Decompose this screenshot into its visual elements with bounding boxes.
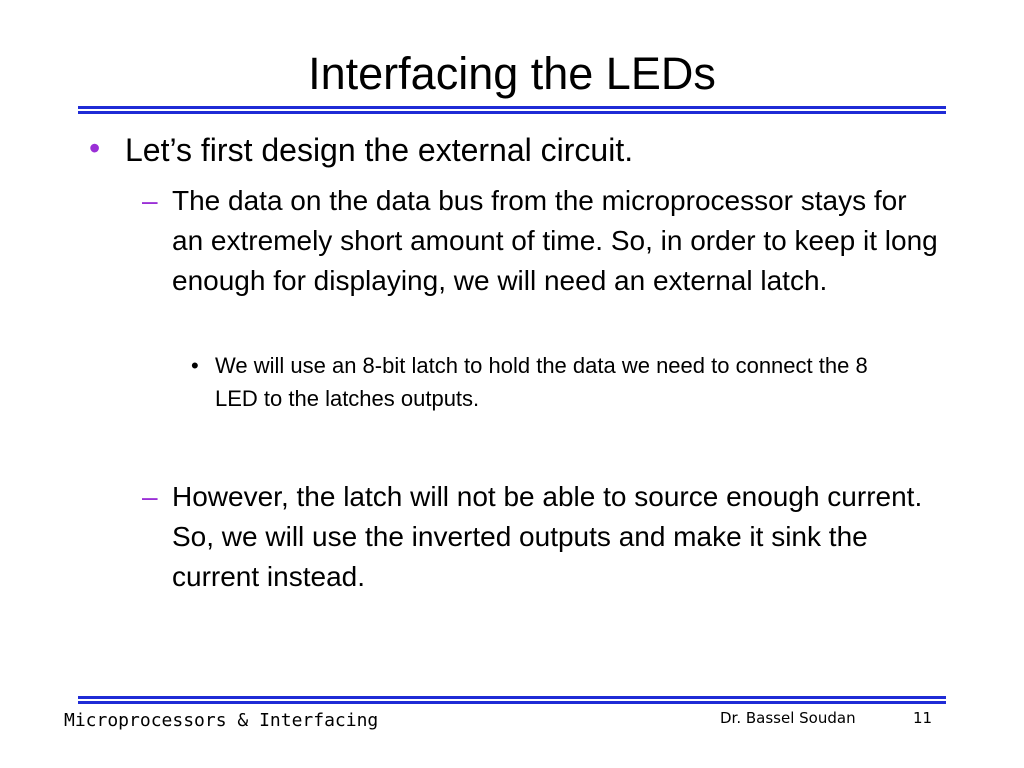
bullet-level2-data-bus — [142, 181, 942, 301]
page-number: 11 — [913, 709, 933, 727]
dash-bullet-icon: – — [142, 481, 158, 512]
bullet-level1 — [89, 130, 945, 170]
small-bullet-dot-icon: • — [191, 353, 199, 378]
bullet-level1-text: Let’s first design the external circuit. — [125, 132, 634, 168]
bullet-dot-icon: • — [89, 130, 101, 166]
footer-divider — [78, 696, 946, 704]
bullet-level2-text: The data on the data bus from the microprocessor stays for an extremely short amount of time. So, in order to keep it long enough for displaying, we will need an external latch. — [172, 185, 938, 296]
bullet-level3-text: We will use an 8-bit latch to hold the data we need to connect the 8 LED to the latches outputs. — [215, 353, 868, 411]
slide-title: Interfacing the LEDs — [308, 48, 716, 99]
dash-bullet-icon: – — [142, 185, 158, 216]
footer-course: Microprocessors & Interfacing — [64, 710, 379, 731]
footer-author: Dr. Bassel Soudan — [720, 709, 856, 727]
bullet-level3-latch — [191, 349, 915, 415]
bullet-level2-current — [142, 477, 942, 597]
bullet-level2-text: However, the latch will not be able to source enough current. So, we will use the inverted outputs and make it sink the current instead. — [172, 481, 923, 592]
